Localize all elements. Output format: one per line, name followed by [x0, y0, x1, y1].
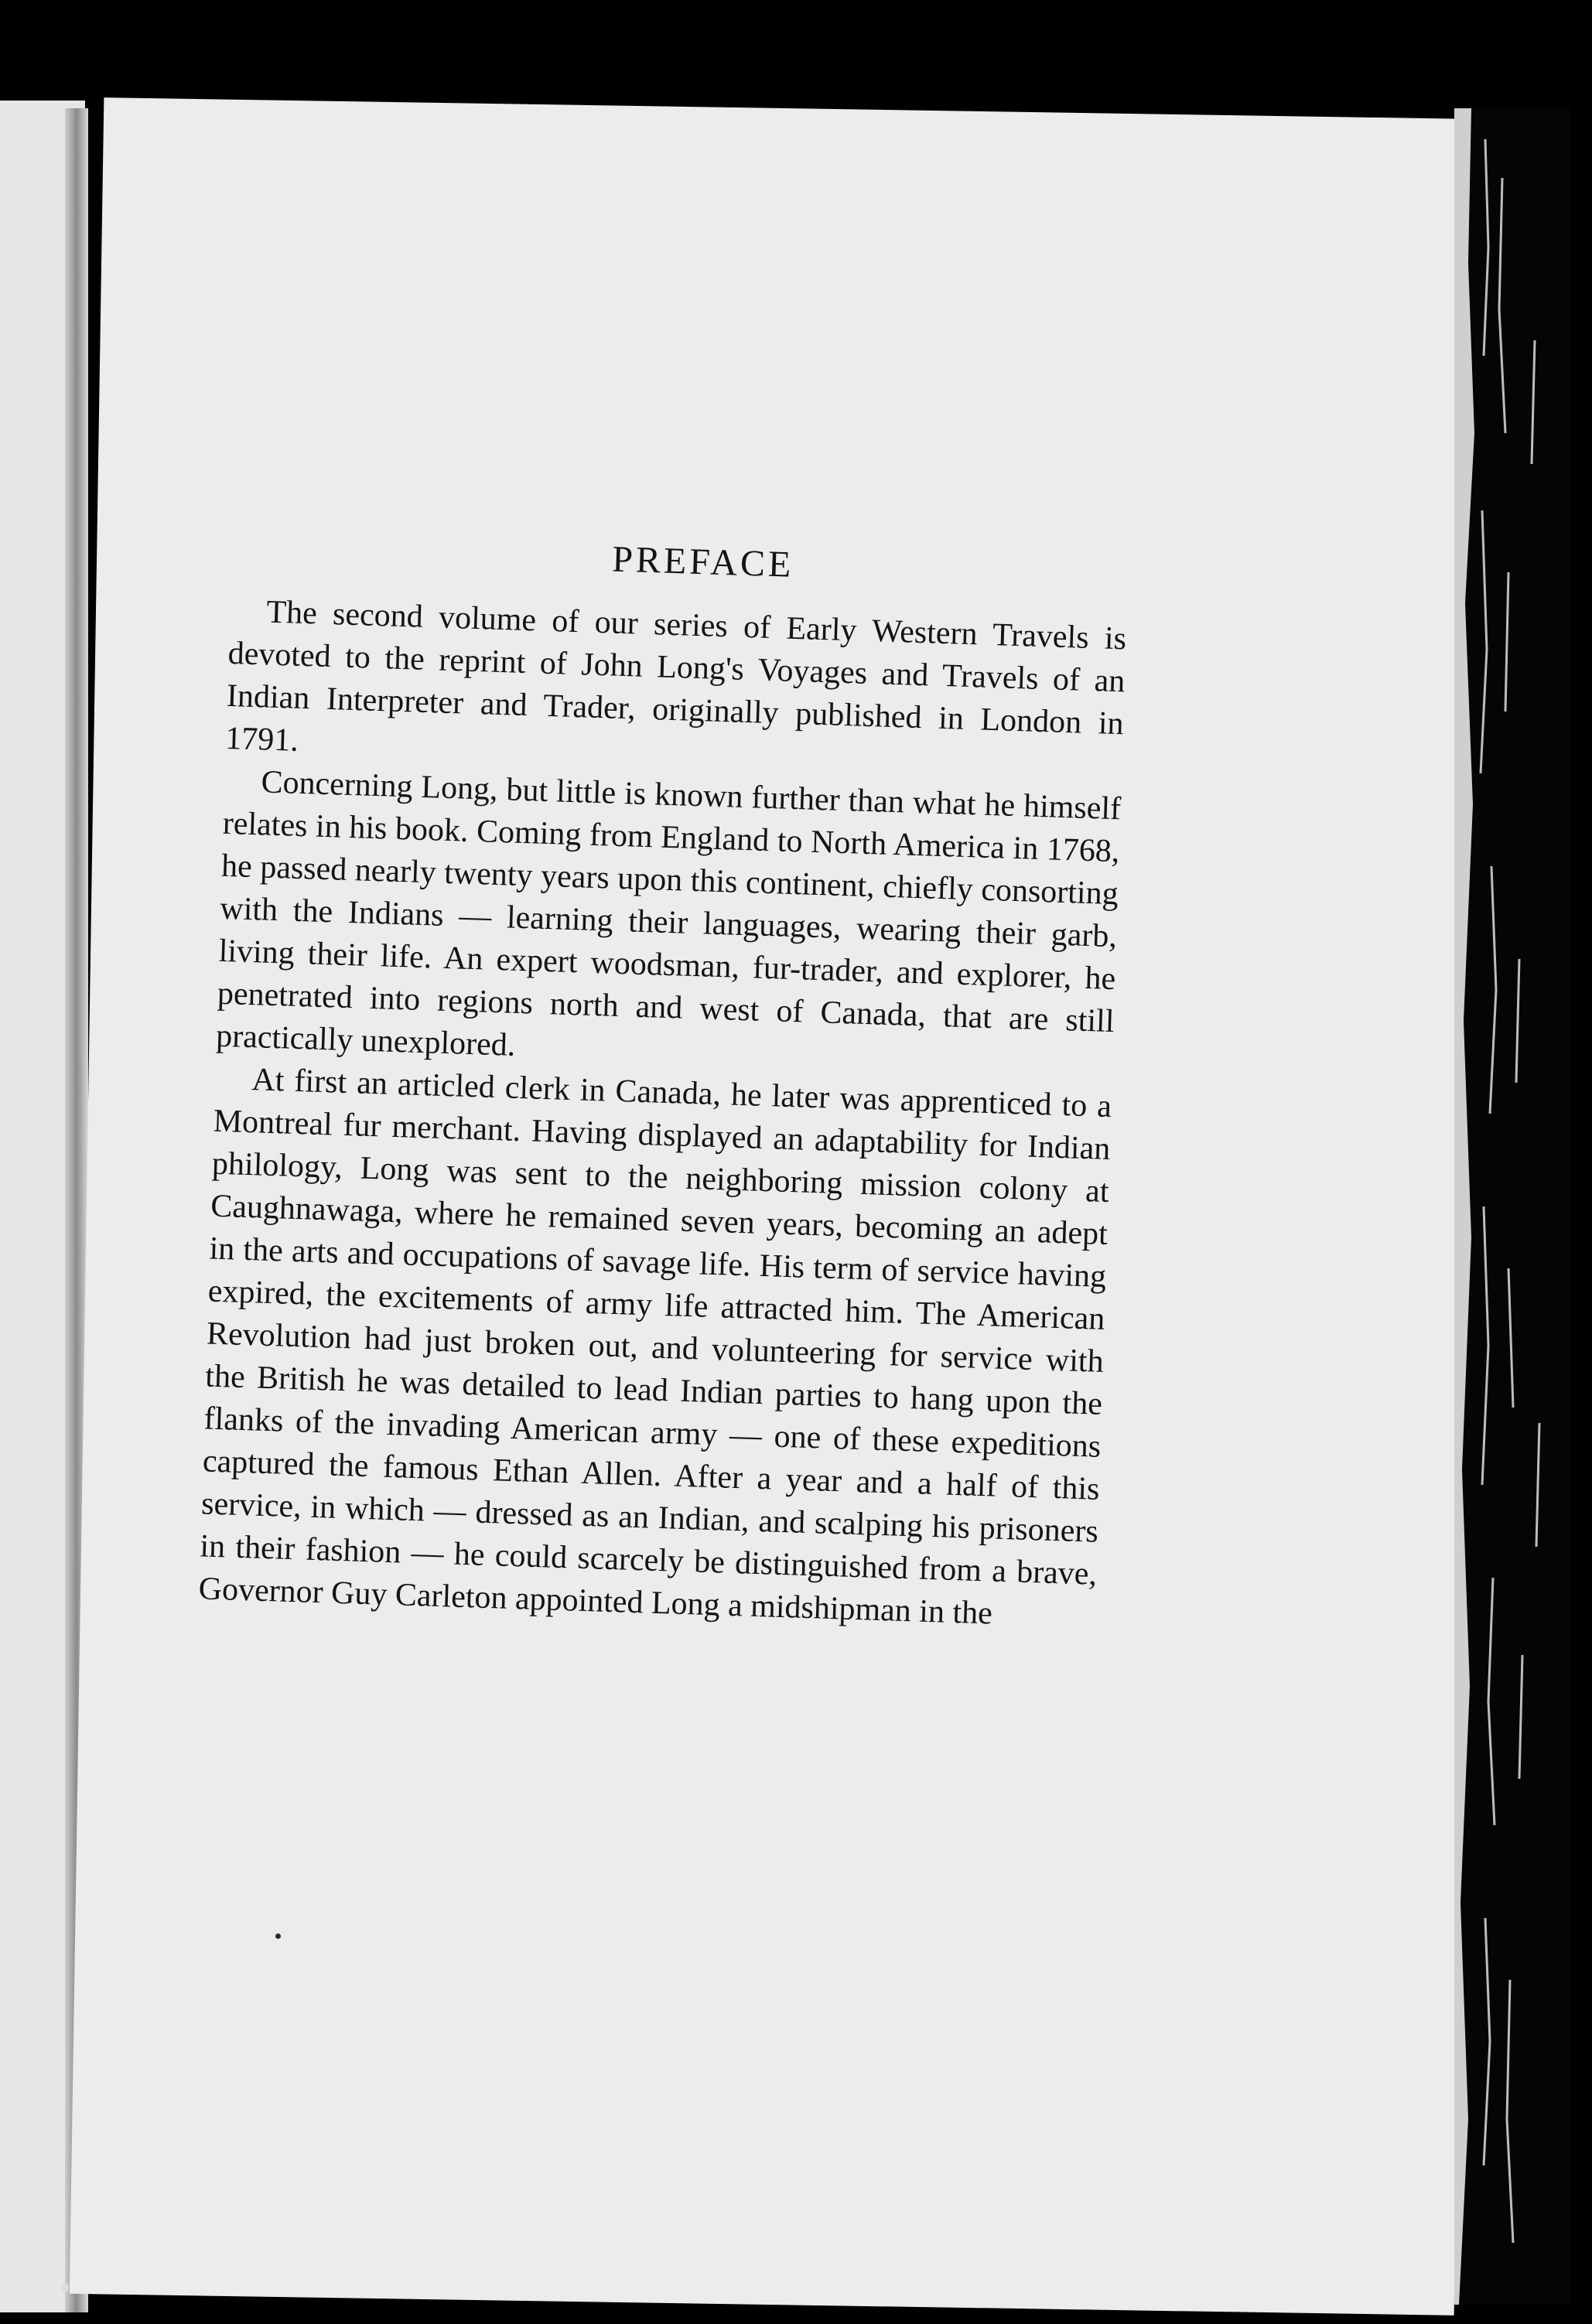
page-fore-edge [1454, 108, 1570, 2305]
paragraph-1: The second volume of our series of Early Western Travels is devoted to the reprint of John Long's Voyages and Travels of an Indian Interpreter and Trader, originally published in London in 1791. [224, 594, 1127, 759]
preface-text-block [198, 526, 1129, 1639]
paragraph-3: At first an articled clerk in Canada, he later was apprenticed to a Montreal fur merchant. Having displayed an adaptability for Indian philology, Long was sent to the neighboring mission colony at Caughnawaga, where he remained seven years, becoming an adept in the arts and occupations of savage life. His term of service having expired, the excitements of army life attracted him. The American Revolution had just broken out, and volunteering for service with the British he was detailed to lead Indian parties to hang upon the flanks of the invading American army — one of these expeditions captured the famous Ethan Allen. After a year and a half of this service, in which — dressed as an Indian, and scalping his prisoners in their fashion — he could scarcely be distinguished from a brave, Governor Guy Carleton appointed Long a midshipman in the [198, 1062, 1112, 1632]
scan-speck [275, 1933, 281, 1939]
scan-speck [62, 2283, 69, 2292]
preface-heading: PREFACE [611, 538, 795, 585]
paragraph-2: Concerning Long, but little is known further than what he himself relates in his book. Coming from England to North America in 1768, he passed nearly twenty years upon this continent, chiefly consorting with the Indians — learning their languages, wearing their garb, living their life. An expert woodsman, fur-trader, and explorer, he penetrated into regions north and west of Canada, that are still practically unexplored. [215, 764, 1122, 1063]
